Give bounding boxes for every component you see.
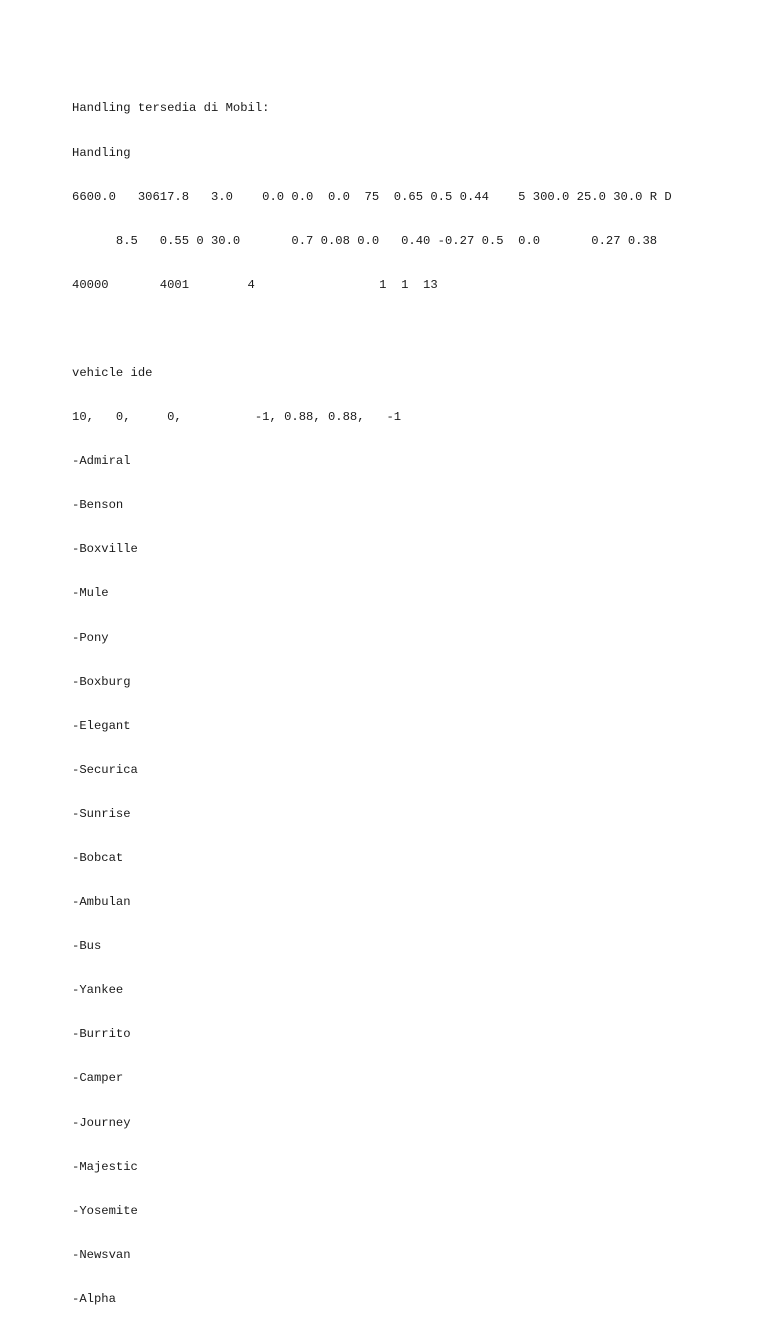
- vehicle-list-item: -Newsvan: [72, 1247, 131, 1262]
- document-body: [72, 72, 672, 1336]
- heading-text: Handling tersedia di Mobil:: [72, 101, 270, 116]
- vehicle-list-item: -Mule: [72, 586, 109, 601]
- vehicle-list-item: -Burrito: [72, 1027, 131, 1042]
- vehicle-list-item: -Journey: [72, 1115, 131, 1130]
- vehicle-values-line: 10, 0, 0, -1, 0.88, 0.88, -1: [72, 410, 402, 425]
- blank-line: [72, 322, 672, 337]
- vehicle-list-item: -Benson: [72, 498, 124, 513]
- vehicle-list-item: -Yankee: [72, 983, 124, 998]
- vehicle-list-item: -Camper: [72, 1071, 124, 1086]
- handling-line: 6600.0 30617.8 3.0 0.0 0.0 0.0 75 0.65 0.5 0.44 5 300.0 25.0 30.0 R D: [72, 189, 672, 204]
- handling-label: Handling: [72, 145, 131, 160]
- vehicle-list-item: -Ambulan: [72, 895, 131, 910]
- vehicle-list-item: -Boxville: [72, 542, 138, 557]
- vehicle-list-item: -Bus: [72, 939, 102, 954]
- vehicle-list-item: -Elegant: [72, 718, 131, 733]
- vehicle-list-item: -Majestic: [72, 1159, 138, 1174]
- vehicle-list-item: -Alpha: [72, 1291, 116, 1306]
- vehicle-list-item: -Boxburg: [72, 674, 131, 689]
- vehicle-list-item: -Yosemite: [72, 1203, 138, 1218]
- vehicle-list-item: -Sunrise: [72, 806, 131, 821]
- handling-line: 40000 4001 4 1 1 13: [72, 277, 438, 292]
- vehicle-label: vehicle ide: [72, 365, 153, 380]
- vehicle-list-item: -Admiral: [72, 454, 131, 469]
- vehicle-list-item: -Bobcat: [72, 851, 124, 865]
- vehicle-list-item: -Pony: [72, 630, 109, 645]
- handling-line: 8.5 0.55 0 30.0 0.7 0.08 0.0 0.40 -0.27 0.5 0.0 0.27 0.38: [72, 233, 658, 248]
- vehicle-list-item: -Securica: [72, 762, 138, 777]
